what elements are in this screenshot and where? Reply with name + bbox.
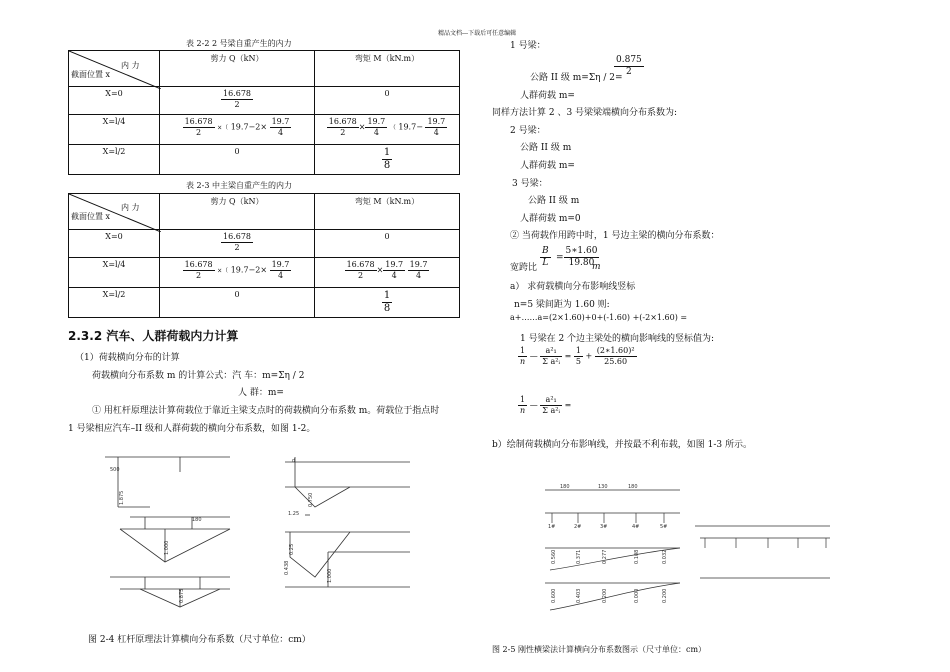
eta-formula-2: $\frac{1}{n}$ — $\frac{\text{a²₁}}{\text{Σ a²ᵢ}}$ = [520,395,572,415]
cell-shear: 0 [160,145,315,175]
r-line-7: 人群荷载 m= [520,161,575,171]
fig24-label: d [292,458,296,464]
r-line-16: 1 号梁在 2 个边主梁处的横向影响线的竖标值为: [520,334,715,344]
r-line-12-m: m [592,262,601,272]
cell-shear: 0 [160,288,315,318]
cell-moment: $\frac{16.678}{2}$ × $\frac{19.7}{4}$ $\frac{19.7}{4}$ [315,258,460,288]
r-line-15: a+……a=(2×1.60)+0+(-1.60) +(-2×1.60) = [510,313,688,322]
fig25-label: 0.108 [634,549,640,564]
eta-formula-1: $\frac{1}{n}$ — $\frac{\text{a²₁}}{\text{Σ a²ᵢ}}$ = $\frac{1}{5}$ + $\frac{\text{(2∗1.60)²}}{25.60}$ [520,346,635,366]
row-pos: X=0 [69,230,160,258]
row-pos: X=l/2 [69,288,160,318]
header-note: 精品文档---下载后可任意编辑 [438,30,517,37]
fig25-label: 3# [600,524,608,530]
cell-moment: $\frac{16.678}{2}$ × $\frac{19.7}{4}$ （ 19.7− $\frac{19.7}{4}$ [315,115,460,145]
col-shear: 剪力 Q（kN） [160,51,315,87]
fig25-label: 180 [560,484,570,490]
row-pos: X=0 [69,87,160,115]
r-line-3: 人群荷载 m= [520,91,575,101]
fig25-label: 0.200 [602,588,608,603]
table-2-3-caption: 表 2-3 中主梁自重产生的内力 [186,181,292,190]
para-4: ① 用杠杆原理法计算荷载位于靠近主梁支点时的荷载横向分布系数 m。荷载位于指点时 [92,406,440,416]
r-line-11: ② 当荷载作用跨中时，1 号边主梁的横向分布系数： [510,231,720,241]
figure-2-5 [540,478,840,618]
cell-moment: 0 [315,87,460,115]
col-moment: 弯矩 M（kN.m） [315,51,460,87]
fig25-label: 2# [574,524,582,530]
r-line-19: b）绘制荷载横向分布影响线，并按最不利布载，如图 1-3 所示。 [492,440,752,450]
fig24-label: 0.438 [284,560,290,575]
para-2: 荷载横向分布系数 m 的计算公式：汽 车：m=Ση / 2 [92,371,305,381]
fig25-label: 1# [548,524,556,530]
r-frac-bl: $\frac{B}{L}$ [542,246,549,268]
header-diag-top: 内 力 [121,203,140,212]
row-pos: X=l/4 [69,258,160,288]
section-title: 2.3.2 汽车、人群荷载内力计算 [68,329,239,343]
fig25-label: 0.371 [576,549,582,564]
col-moment: 弯矩 M（kN.m） [315,194,460,230]
fig25-label: 0.277 [602,549,608,564]
fig24-label: 1.25 [288,511,300,517]
para-3: 人 群：m= [238,388,284,398]
figure-2-4-caption: 图 2-4 杠杆原理法计算横向分布系数（尺寸单位：cm） [88,635,311,645]
figure-2-4 [100,447,430,617]
cell-shear: $\frac{16.678}{2}$ [160,87,315,115]
cell-moment: $\frac{1}{8}$ [315,145,460,175]
fig24-label: 1.000 [327,568,333,583]
fig24-label: 180 [192,517,202,523]
para-5: 1 号梁相应汽车–II 级和人群荷载的横向分布系数，如图 1-2。 [68,424,316,434]
r-line-6: 公路 II 级 m [520,143,572,153]
r-line-5: 2 号梁： [510,126,546,136]
fig25-label: 0.403 [576,588,582,603]
fig24-label: 0.25 [289,543,295,555]
row-pos: X=l/4 [69,115,160,145]
r-line-8: 3 号梁： [512,179,548,189]
cell-moment: $\frac{1}{8}$ [315,288,460,318]
fig25-label: 4# [632,524,640,530]
fig25-label: 0.032 [662,549,668,564]
col-shear: 剪力 Q（kN） [160,194,315,230]
r-frac-bl-val: = $\frac{5∗1.60}{19.80}$ [556,246,598,268]
row-pos: X=l/2 [69,145,160,175]
r-line-12-label: 宽跨比 [510,263,538,273]
r-line-2: 公路 II 级 m=Ση / 2= [530,73,623,83]
table-2-2-caption: 表 2-2 2 号梁自重产生的内力 [186,39,292,48]
r-line-1: 1 号梁： [510,41,546,51]
figure-2-5-caption: 图 2-5 刚性横梁法计算横向分布系数图示（尺寸单位：cm） [492,645,707,654]
fig25-label: 180 [628,484,638,490]
cell-moment: 0 [315,230,460,258]
table-2-2 [68,50,460,175]
table-header-diag [69,51,160,87]
header-diag-bottom: 截面位置 x [71,70,111,79]
fig24-label: 1.875 [119,490,125,505]
fig24-label: 0.750 [308,492,314,507]
r-line-10: 人群荷载 m=0 [520,214,581,224]
fig24-label: 500 [110,467,120,473]
cell-shear: $\frac{16.678}{2}$ ×（ 19.7−2× $\frac{19.7}{4}$ [160,115,315,145]
table-header-diag [69,194,160,230]
r-line-13: a） 求荷载横向分布影响线竖标 [510,282,636,292]
fig25-label: 0.560 [551,549,557,564]
fig25-label: 0.000 [634,588,640,603]
fig24-label: 1.000 [164,540,170,555]
r-line-14: n=5 梁间距为 1.60 则: [514,300,610,310]
header-diag-top: 内 力 [121,61,140,70]
fig25-label: 0.200 [662,588,668,603]
fig25-label: 5# [660,524,668,530]
r-line-9: 公路 II 级 m [528,196,580,206]
r-frac-1: $\frac{0.875}{2}$ [616,55,642,77]
cell-shear: $\frac{16.678}{2}$ [160,230,315,258]
header-diag-bottom: 截面位置 x [71,212,111,221]
para-1: （1）荷载横向分布的计算 [75,353,180,363]
fig24-label: 0.875 [179,588,185,603]
cell-shear: $\frac{16.678}{2}$ ×（ 19.7−2× $\frac{19.7}{4}$ [160,258,315,288]
r-line-4: 同样方法计算 2 、3 号梁梁端横向分布系数为: [492,108,678,118]
table-2-3 [68,193,460,318]
fig25-label: 0.600 [551,588,557,603]
fig25-label: 130 [598,484,608,490]
